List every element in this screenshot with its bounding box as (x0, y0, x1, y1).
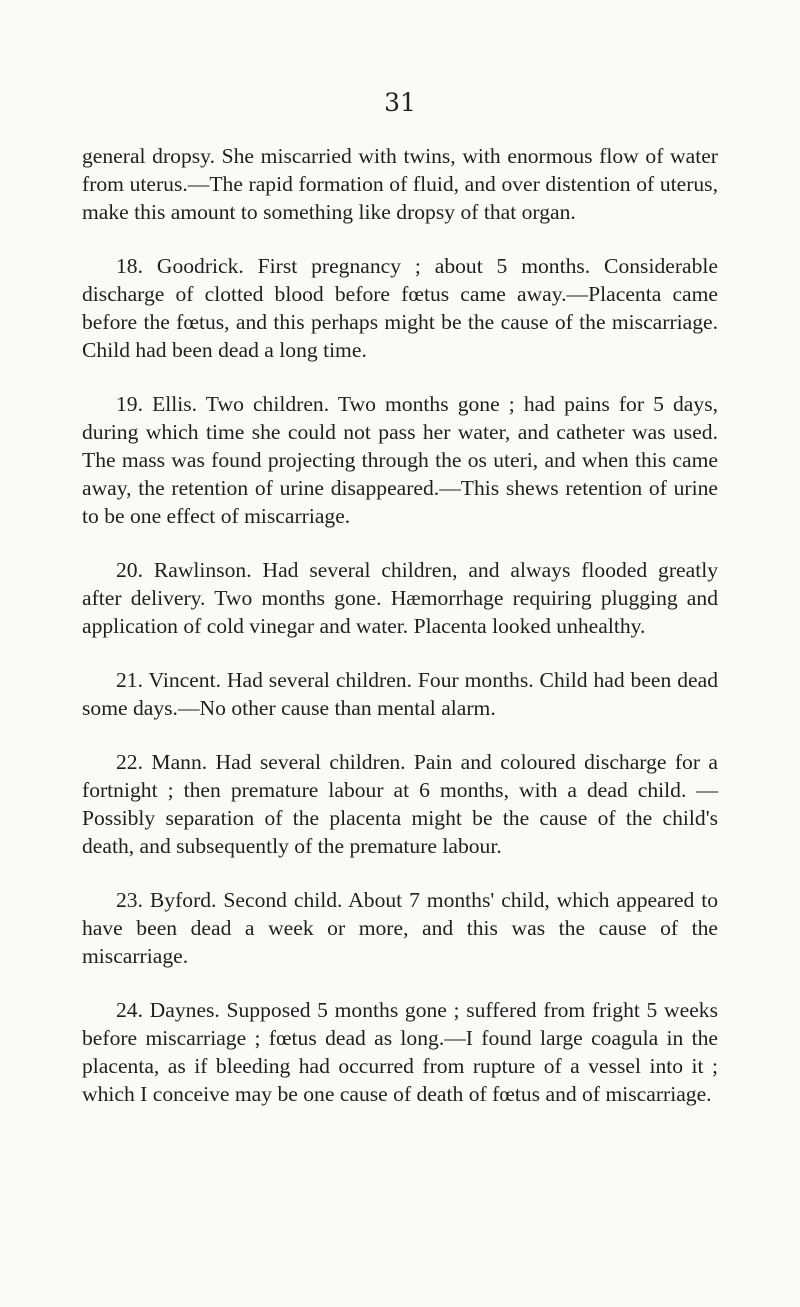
case-21-paragraph: 21. Vincent. Had several children. Four months. Child had been dead some days.—No other cause than mental alarm. (82, 668, 718, 720)
page-number: 31 (384, 88, 416, 117)
case-23-paragraph: 23. Byford. Second child. About 7 months' child, which appeared to have been dead a week or more, and this was the cause of the miscarriage. (82, 888, 718, 968)
case-24-paragraph: 24. Daynes. Supposed 5 months gone ; suffered from fright 5 weeks before miscarriage ; fœtus dead as long.—I found large coagula in the placenta, as if bleeding had occurred from rupture of a vessel into it ; which I conceive may be one cause of death of fœtus and of miscarriage. (82, 998, 718, 1106)
page-text (82, 142, 718, 1134)
case-19-paragraph: 19. Ellis. Two children. Two months gone ; had pains for 5 days, during which time she could not pass her water, and catheter was used. The mass was found projecting through the os uteri, and when this came away, the retention of urine disappeared.—This shews retention of urine to be one effect of miscarriage. (82, 392, 718, 528)
paragraph-continuation: general dropsy. She miscarried with twins, with enormous flow of water from uterus.—The rapid formation of fluid, and over distention of uterus, make this amount to something like dropsy of that organ. (82, 144, 718, 224)
case-22-paragraph: 22. Mann. Had several children. Pain and coloured discharge for a fortnight ; then premature labour at 6 months, with a dead child. —Possibly separation of the placenta might be the cause of the child's death, and subsequently of the premature labour. (82, 750, 718, 858)
case-18-paragraph: 18. Goodrick. First pregnancy ; about 5 months. Considerable discharge of clotted blood before fœtus came away.—Placenta came before the fœtus, and this perhaps might be the cause of the miscarriage. Child had been dead a long time. (82, 254, 718, 362)
case-20-paragraph: 20. Rawlinson. Had several children, and always flooded greatly after delivery. Two months gone. Hæmorrhage requiring plugging and application of cold vinegar and water. Placenta looked unhealthy. (82, 558, 718, 638)
